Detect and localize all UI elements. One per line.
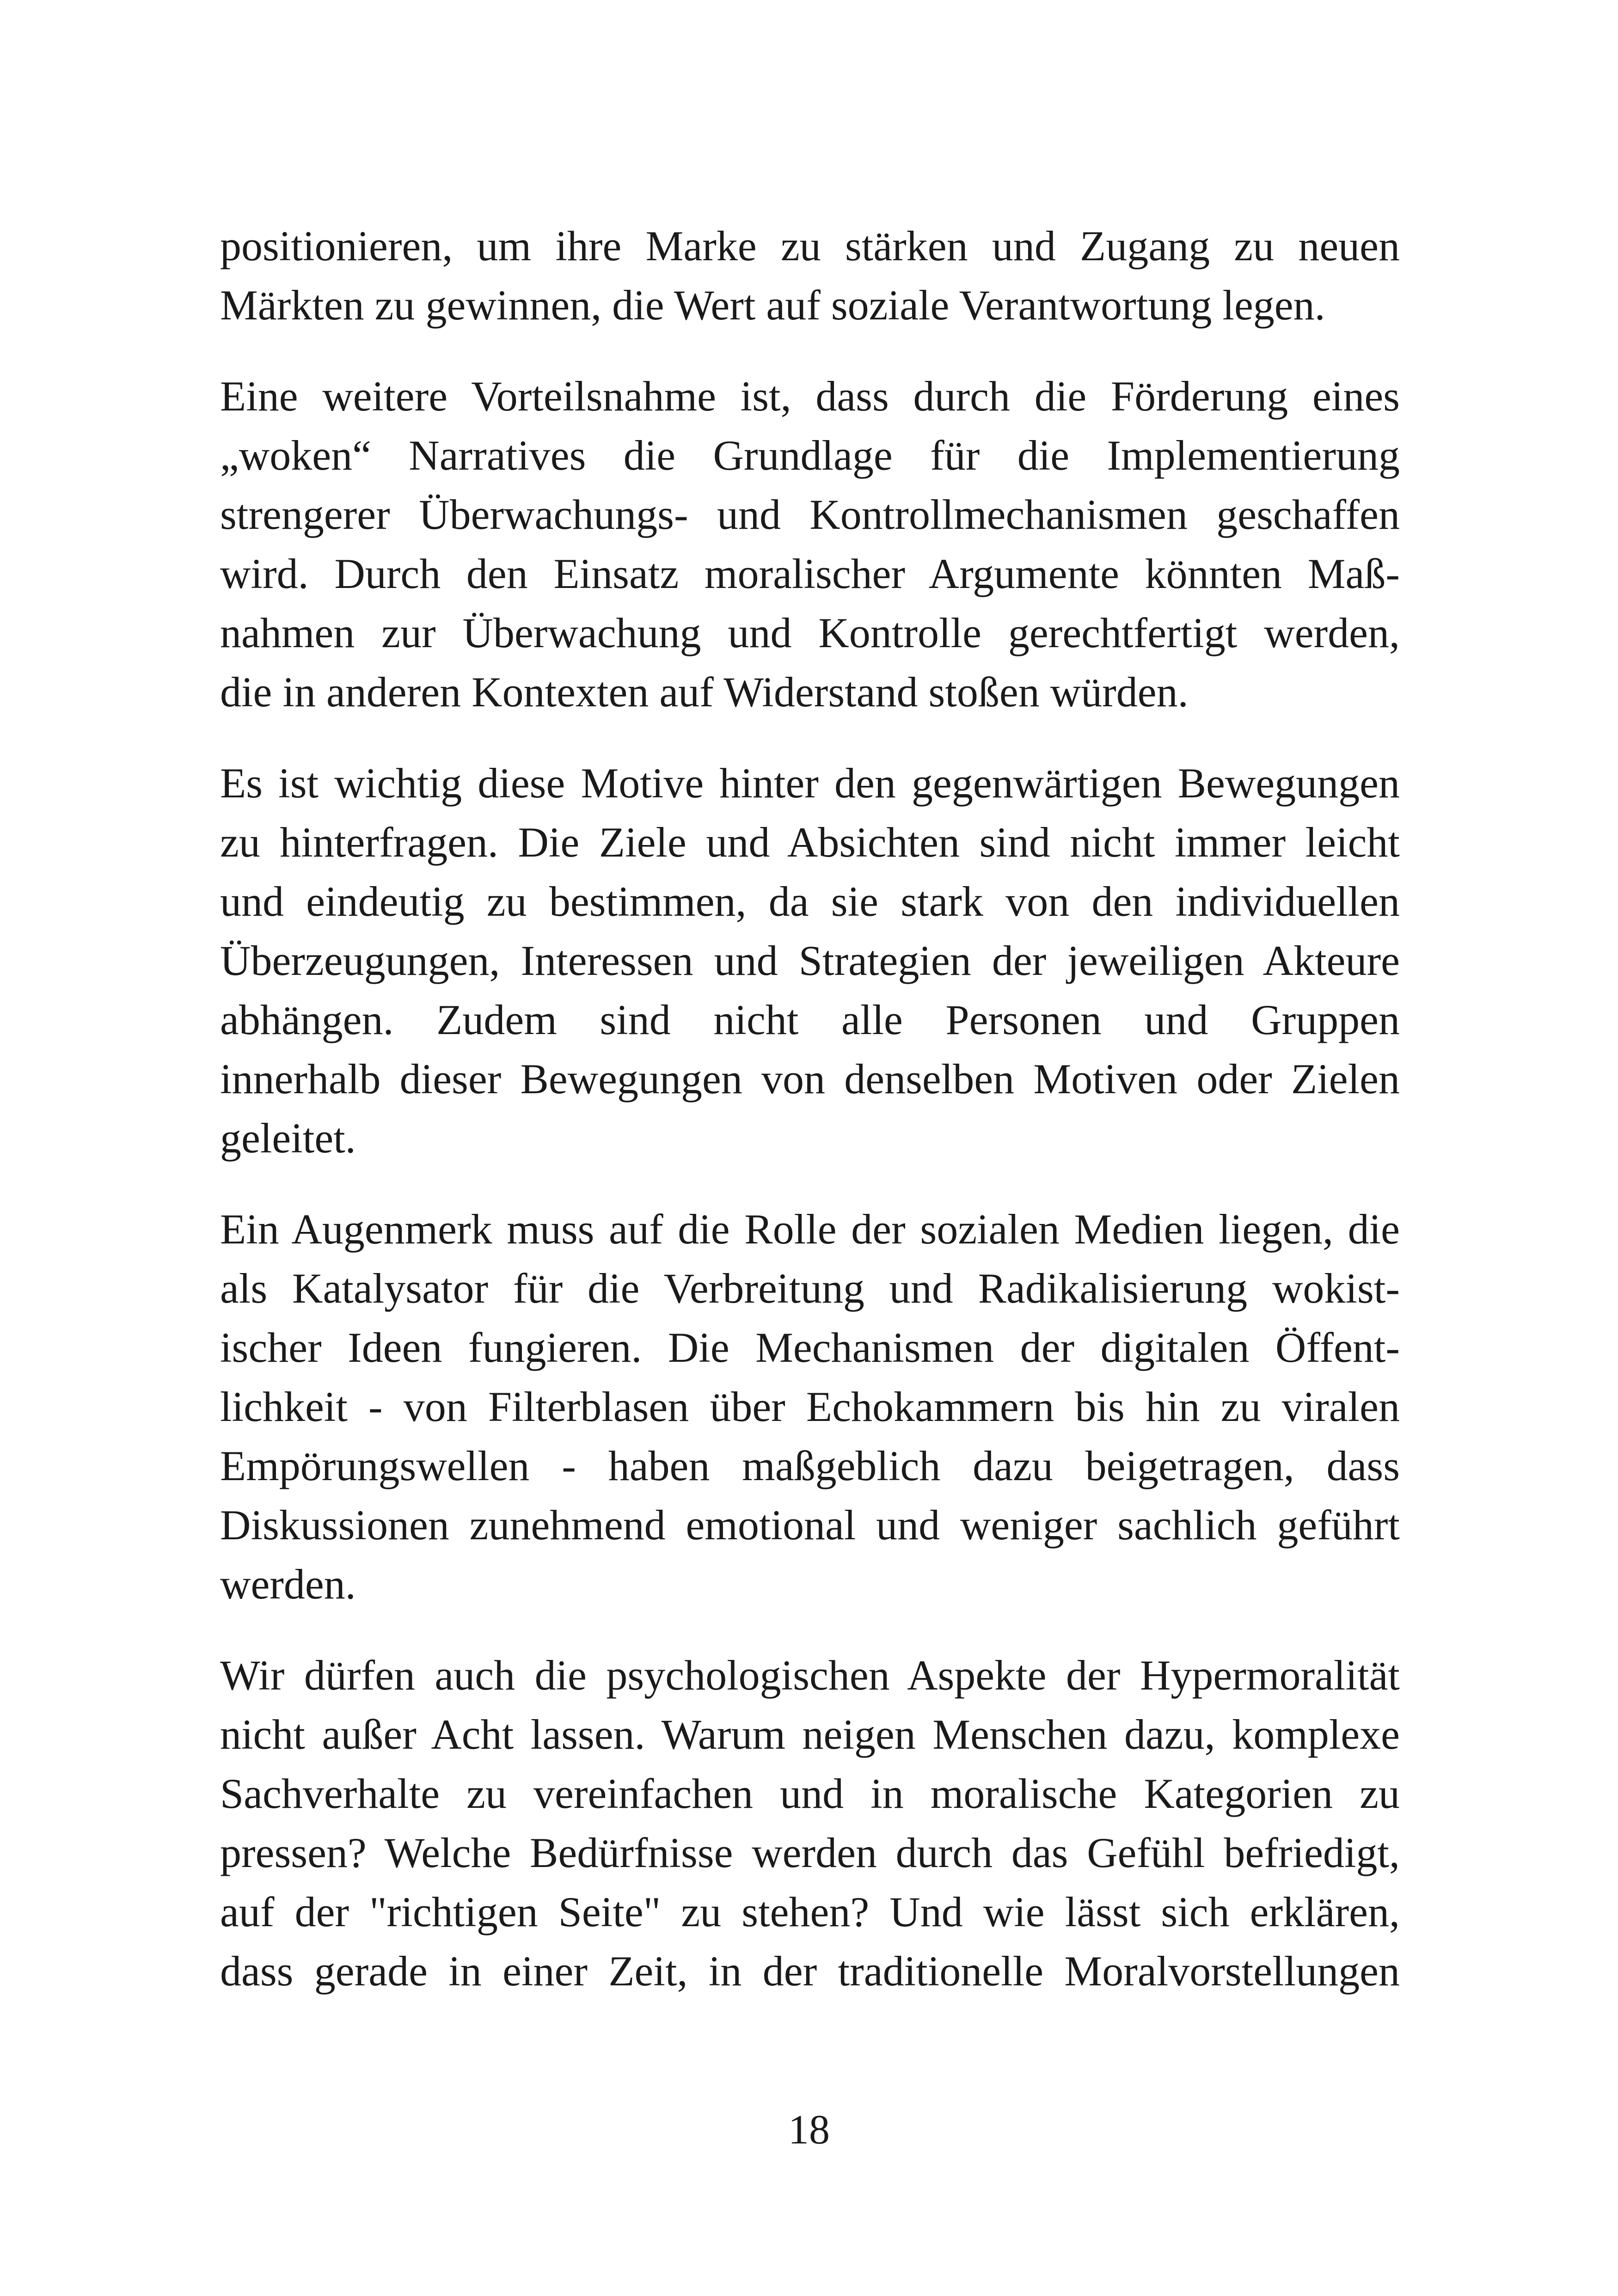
paragraph-2 xyxy=(220,367,1400,722)
text-line: geleitet. xyxy=(220,1114,356,1162)
page-number: 18 xyxy=(788,2107,830,2153)
text-line: Märkten zu gewinnen, die Wert auf soziale Verantwortung legen. xyxy=(220,282,1325,329)
text-line: Empörungswellen - haben maßgeblich dazu beigetragen, dass xyxy=(220,1442,1400,1489)
text-line: zu hinterfragen. Die Ziele und Absichten sind nicht immer leicht xyxy=(220,819,1400,866)
text-line: wird. Durch den Einsatz moralischer Argumente könnten Maß- xyxy=(220,550,1400,597)
text-line: Ein Augenmerk muss auf die Rolle der sozialen Medien liegen, die xyxy=(220,1206,1400,1253)
paragraph-1 xyxy=(220,216,1400,335)
text-line: und eindeutig zu bestimmen, da sie stark von den individuellen xyxy=(220,878,1400,925)
text-line: Es ist wichtig diese Motive hinter den gegenwärtigen Bewegungen xyxy=(220,759,1400,807)
text-line: nicht außer Acht lassen. Warum neigen Menschen dazu, komplexe xyxy=(220,1711,1400,1758)
text-line: nahmen zur Überwachung und Kontrolle gerechtfertigt werden, xyxy=(220,609,1400,656)
text-line: pressen? Welche Bedürfnisse werden durch das Gefühl befriedigt, xyxy=(220,1829,1400,1876)
paragraph-3 xyxy=(220,753,1400,1168)
text-line: dass gerade in einer Zeit, in der traditionelle Moralvorstellungen xyxy=(220,1947,1400,1995)
text-line: die in anderen Kontexten auf Widerstand stoßen würden. xyxy=(220,668,1189,716)
text-line: positionieren, um ihre Marke zu stärken und Zugang zu neuen xyxy=(220,222,1400,269)
text-line: auf der "richtigen Seite" zu stehen? Und wie lässt sich erklären, xyxy=(220,1888,1400,1935)
body-text xyxy=(220,216,1400,2033)
text-line: innerhalb dieser Bewegungen von denselben Motiven oder Zielen xyxy=(220,1055,1400,1102)
text-line: Eine weitere Vorteilsnahme ist, dass durch die Förderung eines xyxy=(220,373,1400,420)
text-line: Sachverhalte zu vereinfachen und in moralische Kategorien zu xyxy=(220,1770,1400,1817)
text-line: abhängen. Zudem sind nicht alle Personen und Gruppen xyxy=(220,996,1400,1043)
text-line: Diskussionen zunehmend emotional und weniger sachlich geführt xyxy=(220,1501,1400,1549)
text-line: Wir dürfen auch die psychologischen Aspekte der Hypermoralität xyxy=(220,1652,1400,1699)
text-line: strengerer Überwachungs- und Kontrollmechanismen geschaffen xyxy=(220,491,1400,538)
paragraph-4 xyxy=(220,1200,1400,1614)
text-line: werden. xyxy=(220,1561,356,1608)
text-line: Überzeugungen, Interessen und Strategien der jeweiligen Akteure xyxy=(220,937,1400,984)
text-line: lichkeit - von Filterblasen über Echokammern bis hin zu viralen xyxy=(220,1383,1400,1430)
paragraph-5 xyxy=(220,1646,1400,2001)
text-line: ischer Ideen fungieren. Die Mechanismen der digitalen Öffent- xyxy=(220,1324,1400,1371)
text-line: als Katalysator für die Verbreitung und Radikalisierung wokist- xyxy=(220,1265,1400,1312)
text-line: „woken“ Narratives die Grundlage für die Implementierung xyxy=(220,432,1400,479)
